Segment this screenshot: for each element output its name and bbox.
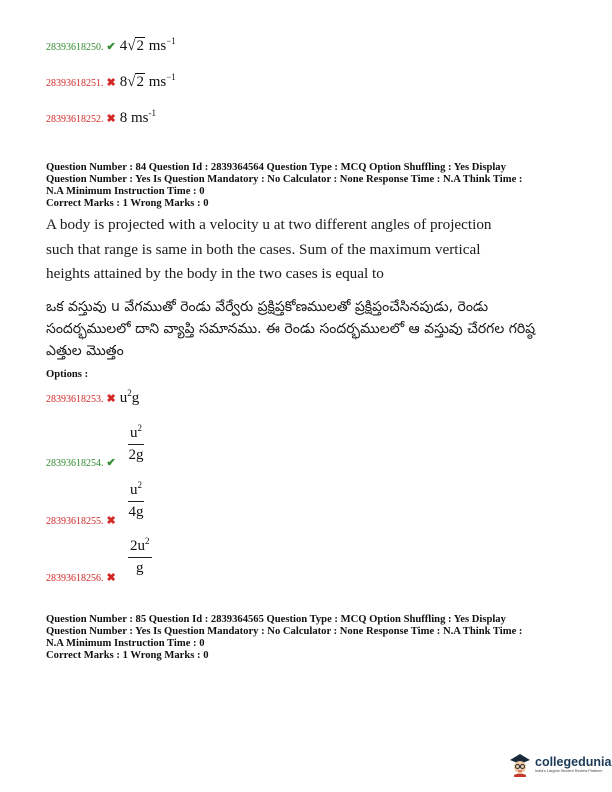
logo-tagline: India's Largest Student Review Platform — [535, 768, 603, 773]
option-2-fraction — [128, 423, 144, 464]
numerator-exponent: 2 — [145, 536, 150, 546]
denominator: 4g — [128, 504, 144, 520]
wrong-cross-icon: ✖ — [106, 77, 116, 89]
numerator-base: u — [130, 482, 138, 498]
exponent: 2 — [127, 388, 132, 398]
option-1 — [46, 388, 139, 407]
option-id: 28393618252. — [46, 114, 104, 125]
denominator: g — [136, 560, 144, 576]
numerator — [128, 423, 144, 445]
numerator — [128, 480, 144, 502]
numerator — [128, 536, 152, 558]
numerator-base: 2u — [130, 538, 145, 554]
radicand: 2 — [136, 38, 144, 54]
numerator-exponent: 2 — [137, 423, 142, 433]
meta-line: N.A Minimum Instruction Time : 0 — [46, 186, 205, 197]
wrong-cross-icon: ✖ — [106, 515, 116, 527]
option-answer — [120, 74, 176, 90]
marks-line: Correct Marks : 1 Wrong Marks : 0 — [46, 198, 209, 209]
radicand: 2 — [136, 74, 144, 90]
logo-wordmark: collegedunia — [535, 754, 612, 769]
wrong-cross-icon: ✖ — [106, 113, 116, 125]
option-id: 28393618254. — [46, 458, 104, 469]
unit: ms — [130, 110, 149, 126]
option-4 — [46, 568, 116, 586]
prev-option-2 — [46, 72, 176, 91]
prev-option-3 — [46, 108, 156, 127]
coefficient: 8 — [119, 74, 128, 90]
coefficient: 4 — [119, 38, 128, 54]
option-2 — [46, 453, 116, 471]
correct-check-icon: ✔ — [106, 41, 116, 53]
unit: ms — [148, 74, 167, 90]
wrong-cross-icon: ✖ — [106, 393, 116, 405]
meta-line: Question Number : Yes Is Question Mandatory : No Calculator : None Response Time : N.A Think Time : — [46, 174, 523, 185]
square-root: √2 — [127, 74, 144, 90]
wrong-cross-icon: ✖ — [106, 572, 116, 584]
collegedunia-logo — [508, 751, 611, 777]
option-id: 28393618256. — [46, 573, 104, 584]
numerator-exponent: 2 — [137, 480, 142, 490]
option-3-fraction — [128, 480, 144, 521]
coefficient: 8 — [119, 110, 128, 126]
denominator: 2g — [128, 447, 144, 463]
question-84-meta — [46, 162, 566, 210]
question-85-meta — [46, 614, 566, 662]
option-answer — [120, 390, 140, 406]
option-id: 28393618255. — [46, 516, 104, 527]
unit-exponent: -1 — [148, 108, 156, 118]
unit: ms — [148, 38, 167, 54]
numerator-base: u — [130, 425, 138, 441]
option-answer — [120, 38, 176, 54]
option-answer — [120, 110, 156, 126]
meta-line: N.A Minimum Instruction Time : 0 — [46, 638, 205, 649]
correct-check-icon: ✔ — [106, 457, 116, 469]
mascot-icon — [508, 751, 532, 777]
option-4-fraction — [128, 536, 152, 577]
meta-line: Question Number : 84 Question Id : 2839364564 Question Type : MCQ Option Shuffling : Yes Display — [46, 162, 506, 173]
square-root: √2 — [127, 38, 144, 54]
base: u — [119, 390, 128, 406]
prev-option-1 — [46, 36, 176, 55]
question-text-telugu: ఒక వస్తువు u వేగముతో రెండు వేర్వేరు ప్రక్షిప్తకోణములతో ప్రక్షిప్తంచేసినపుడు, రెండు సందర్భములలో దాని వ్యాప్తి సమానము. ఈ రెండు సందర్భములలో ఆ వస్తువు చేరగల గరిష్ఠ ఎత్తుల మొత్తం — [46, 299, 536, 359]
option-id: 28393618251. — [46, 78, 104, 89]
option-3 — [46, 511, 116, 529]
unit-exponent: −1 — [166, 72, 176, 82]
option-id: 28393618253. — [46, 394, 104, 405]
meta-line: Question Number : Yes Is Question Mandatory : No Calculator : None Response Time : N.A Think Time : — [46, 626, 523, 637]
marks-line: Correct Marks : 1 Wrong Marks : 0 — [46, 650, 209, 661]
option-id: 28393618250. — [46, 42, 104, 53]
meta-line: Question Number : 85 Question Id : 2839364565 Question Type : MCQ Option Shuffling : Yes Display — [46, 614, 506, 625]
question-text-english: A body is projected with a velocity u at two different angles of projection such that range is same in both the cases. Sum of the maximum vertical heights attained by the body in the two cases is equal to — [46, 216, 492, 282]
factor: g — [131, 390, 140, 406]
options-label: Options : — [46, 369, 89, 380]
unit-exponent: −1 — [166, 36, 176, 46]
